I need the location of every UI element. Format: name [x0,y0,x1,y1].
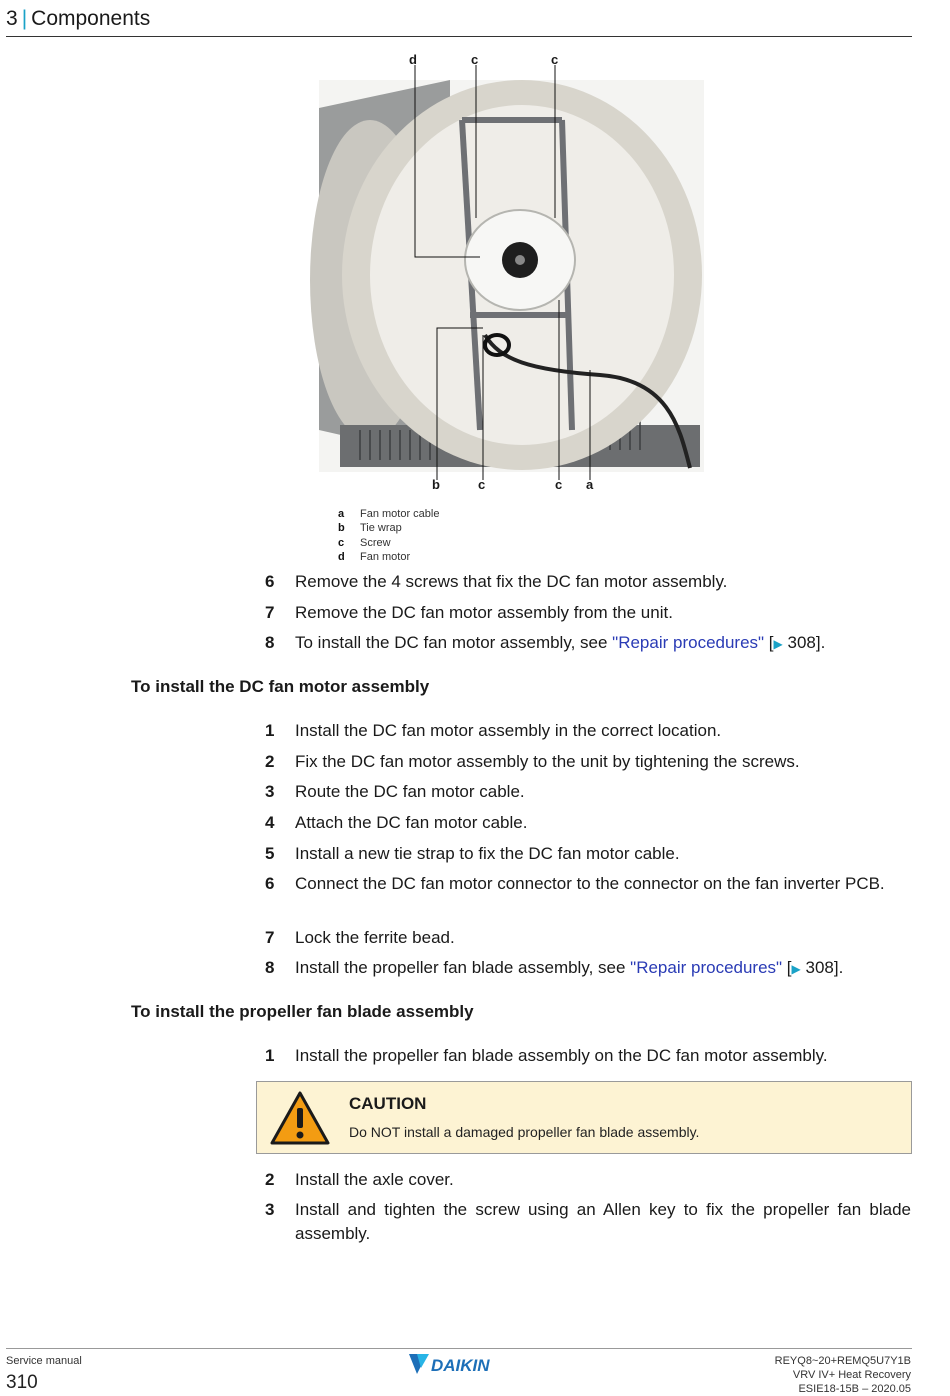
step-text: Attach the DC fan motor cable. [295,813,528,832]
chapter-number: 3 [6,7,18,30]
legend-key: c [338,536,345,549]
figure-label: d [409,52,417,67]
step-text-part: To install the DC fan motor assembly, see [295,633,613,652]
step-text: Lock the ferrite bead. [295,928,455,947]
step-text: Fix the DC fan motor assembly to the unit by tightening the screws. [295,752,800,771]
step-text: Connect the DC fan motor connector to the connector on the fan inverter PCB. [295,874,885,893]
step-text [295,631,911,656]
figure-label: c [555,477,563,492]
legend-key: d [338,550,345,563]
legend-item [338,550,439,564]
step-number: 3 [265,782,275,801]
step-number: 7 [265,928,275,947]
step-text [295,956,911,981]
page-ref-close: ]. [815,633,826,652]
footer-divider [6,1348,912,1349]
fan-motor-photo [300,50,720,500]
step-number: 3 [265,1200,275,1219]
legend-item [338,507,439,521]
caution-box [256,1081,912,1154]
legend-label: Tie wrap [360,522,402,535]
figure-label: a [586,477,594,492]
figure-label: c [478,477,486,492]
step-text: Remove the 4 screws that fix the DC fan motor assembly. [295,572,728,591]
step-text: Remove the DC fan motor assembly from the unit. [295,603,673,622]
step-text: Route the DC fan motor cable. [295,782,525,801]
daikin-logo-mark [407,1352,511,1376]
page-header [6,6,912,37]
legend-label: Screw [360,536,391,549]
page-ref-open: [ [782,958,792,977]
caution-text: Do NOT install a damaged propeller fan blade assembly. [349,1124,700,1140]
page-ref-arrow-icon: ▶ [791,962,801,976]
daikin-logo [407,1352,511,1381]
figure-legend [338,507,439,564]
figure-label: c [471,52,479,67]
step-text: Install a new tie strap to fix the DC fan motor cable. [295,844,680,863]
step-number: 8 [265,958,275,977]
step-number: 8 [265,633,275,652]
legend-key: b [338,522,345,535]
caution-title: CAUTION [349,1094,427,1113]
page-number: 310 [6,1372,38,1393]
page-ref-arrow-icon: ▶ [773,637,783,651]
footer-meta [775,1354,911,1396]
step-number: 4 [265,813,275,832]
step-number: 1 [265,1046,275,1065]
legend-key: a [338,508,345,520]
page-ref-number: 308 [787,633,816,652]
header-separator: | [21,7,28,30]
step-text: Install and tighten the screw using an Allen key to fix the propeller fan blade assembly. [295,1200,911,1243]
fan-motor-figure [300,50,720,500]
footer-model: REYQ8~20+REMQ5U7Y1B [774,1355,911,1367]
page-ref-open: [ [764,633,774,652]
legend-label: Fan motor [360,550,411,563]
step-text: Install the propeller fan blade assembly on the DC fan motor assembly. [295,1046,828,1065]
page-ref-number: 308 [805,958,834,977]
page-ref-close: ]. [833,958,844,977]
step-number: 1 [265,721,275,740]
step-number: 2 [265,752,275,771]
footer-product: VRV IV+ Heat Recovery [792,1369,911,1381]
step-number: 2 [265,1170,275,1189]
legend-item [338,521,439,535]
step-number: 6 [265,874,275,893]
legend-label: Fan motor cable [360,508,440,520]
step-number: 6 [265,572,275,591]
brand-name: DAIKIN [431,1356,490,1375]
step-number: 5 [265,844,275,863]
chapter-title: Components [31,7,151,30]
section-title: To install the DC fan motor assembly [131,677,430,696]
warning-icon [269,1090,331,1146]
step-text-part: Install the propeller fan blade assembly, see [295,958,631,977]
footer-doc-ref: ESIE18-15B – 2020.05 [798,1383,911,1395]
footer-doc-type: Service manual [6,1355,82,1367]
legend-item [338,536,439,550]
figure-label: c [551,52,559,67]
step-number: 7 [265,603,275,622]
repair-procedures-link[interactable]: "Repair procedures" [630,958,783,977]
repair-procedures-link[interactable]: "Repair procedures" [612,633,765,652]
step-text: Install the axle cover. [295,1170,454,1189]
section-title: To install the propeller fan blade assembly [131,1002,474,1021]
figure-label: b [432,477,440,492]
step-text: Install the DC fan motor assembly in the correct location. [295,721,722,740]
